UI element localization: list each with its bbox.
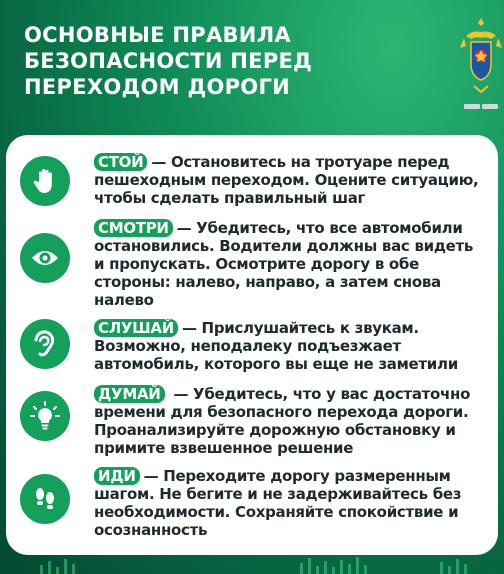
page-title xyxy=(24,22,424,100)
rules-card xyxy=(6,135,498,555)
rule-listen-tag: СЛУШАЙ xyxy=(94,319,178,337)
hand-stop-icon xyxy=(20,156,70,206)
rule-go-tag: ИДИ xyxy=(94,467,140,485)
rule-think-tag: ДУМАЙ xyxy=(94,385,165,403)
police-emblem-icon xyxy=(458,14,504,114)
rule-think-text xyxy=(94,385,484,457)
rule-stop-text xyxy=(94,153,484,207)
rule-stop-tag: СТОЙ xyxy=(94,153,147,171)
rule-look-description: — Убедитесь, что все автомобили остановились. Водители должны вас видеть и пропускать. Осмотрите дорогу в обе стороны: налево, направо, а затем снова налево xyxy=(94,219,474,309)
rule-think-description: — Убедитесь, что у вас достаточно времени для безопасного перехода дороги. Проанализируйте дорожную обстановку и примите взвешенное решение xyxy=(94,385,471,457)
rule-listen-text xyxy=(94,319,484,373)
rule-go-text xyxy=(94,467,484,539)
eye-icon xyxy=(20,233,70,283)
rule-go-description: — Переходите дорогу размеренным шагом. Не бегите и не задерживайтесь без необходимости. Сохраняйте спокойствие и осознанность xyxy=(94,467,462,539)
ear-icon xyxy=(20,319,70,369)
rule-look-text xyxy=(94,219,484,309)
decorative-bars xyxy=(0,555,504,574)
lightbulb-icon xyxy=(20,391,70,441)
title-line-2: БЕЗОПАСНОСТИ ПЕРЕД xyxy=(24,49,313,73)
rule-listen-description: — Прислушайтесь к звукам. Возможно, неподалеку подъезжает автомобиль, которого вы еще не заметили xyxy=(94,319,458,373)
rule-stop-description: — Остановитесь на тротуаре перед пешеходным переходом. Оцените ситуацию, чтобы сделать правильный шаг xyxy=(94,153,479,207)
title-line-3: ПЕРЕХОДОМ ДОРОГИ xyxy=(24,75,291,99)
title-line-1: ОСНОВНЫЕ ПРАВИЛА xyxy=(24,23,291,47)
footprints-icon xyxy=(20,474,70,524)
rule-look-tag: СМОТРИ xyxy=(94,219,173,237)
